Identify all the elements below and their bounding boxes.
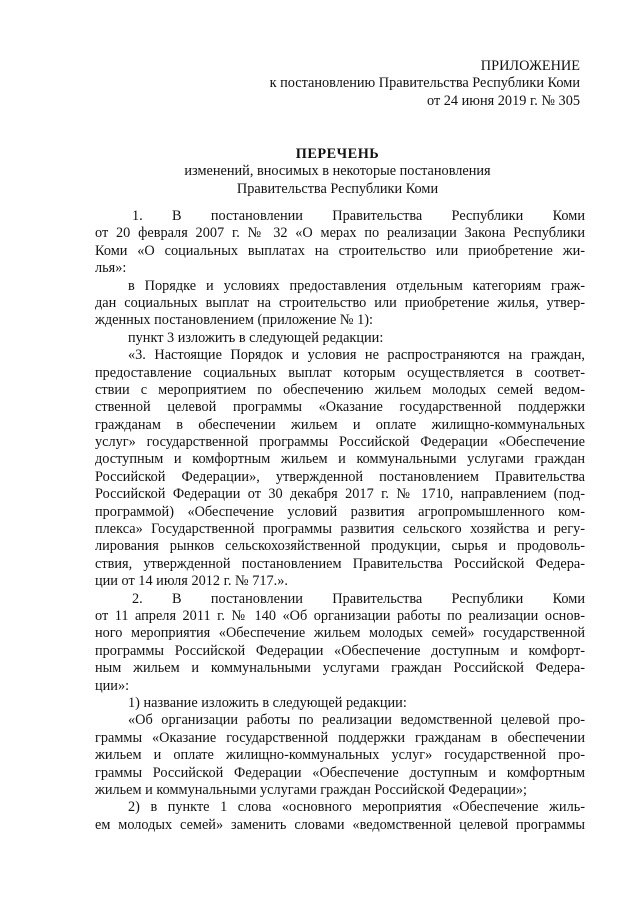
text-line: ствии с мероприятием по обеспечению жильем молодых семей ведом-	[95, 381, 585, 398]
text-line: дан социальных выплат на строительство или приобретение жилья, утвер-	[95, 294, 585, 311]
text-line: ции от 14 июля 2012 г. № 717.».	[95, 573, 288, 590]
text-line: жильем и оплате жилищно-коммунальных услуг» государственной про-	[95, 747, 585, 764]
text-line: Российской Федерации от 30 декабря 2017 г. № 1710, направлением (под-	[95, 486, 585, 503]
text-line: «3. Настоящие Порядок и условия не распространяются на граждан,	[128, 347, 585, 364]
document-subtitle-2: Правительства Республики Коми	[236, 180, 439, 197]
text-line: жильем и коммунальными услугами граждан Российской Федерации»;	[95, 781, 528, 798]
text-line: от 11 апреля 2011 г. № 140 «Об организации работы по реализации основ-	[95, 607, 585, 624]
text-line: жденных постановлением (приложение № 1):	[95, 312, 374, 329]
text-line: услуг» государственной программы Российской Федерации «Обеспечение	[95, 434, 585, 451]
appendix-header	[270, 58, 580, 110]
text-line: ствия, утвержденной постановлением Правительства Российской Федера-	[95, 555, 585, 572]
text-line: граммы Российской Федерации «Обеспечение доступным и комфортным	[95, 764, 585, 781]
text-line: Коми «О социальных выплатах на строительство или приобретение жи-	[95, 242, 585, 259]
text-line: ственной целевой программы «Оказание государственной поддержки	[95, 399, 585, 416]
text-line: пункт 3 изложить в следующей редакции:	[128, 329, 384, 346]
text-line: Российской Федерации», утвержденной постановлением Правительства	[95, 468, 585, 485]
text-line: лья»:	[95, 260, 127, 277]
text-line: от 20 февраля 2007 г. № 32 «О мерах по реализации Закона Республики	[95, 225, 585, 242]
appendix-date: от 24 июня 2019 г. № 305	[426, 92, 580, 109]
text-line: ным жильем и коммунальными услугами граждан Российской Федера-	[95, 660, 585, 677]
text-line: программы Российской Федерации «Обеспечение доступным и комфорт-	[95, 642, 585, 659]
text-line: 2. В постановлении Правительства Республики Коми	[132, 590, 585, 607]
text-line: в Порядке и условиях предоставления отдельным категориям граж-	[128, 277, 585, 294]
text-line: предоставление социальных выплат которым осуществляется в соответ-	[95, 364, 585, 381]
text-line: ного мероприятия «Обеспечение жильем молодых семей» государственной	[95, 625, 585, 642]
document-title-block	[95, 146, 580, 198]
text-line: плекса» Государственной программы развития сельского хозяйства и регу-	[95, 521, 585, 538]
text-line: «Об организации работы по реализации ведомственной целевой про-	[128, 712, 585, 729]
text-line: ции»:	[95, 677, 130, 694]
text-line: лирования рынков сельскохозяйственной продукции, сырья и продоволь-	[95, 538, 585, 555]
text-line: программой) «Обеспечение условий развития агропромышленного ком-	[95, 503, 585, 520]
text-line: 2) в пункте 1 слова «основного мероприятия «Обеспечение жиль-	[128, 799, 585, 816]
document-body	[95, 208, 585, 834]
document-title: ПЕРЕЧЕНЬ	[295, 146, 380, 162]
text-line: гражданам в обеспечении жильем и оплате жилищно-коммунальных	[95, 416, 585, 433]
text-line: граммы «Оказание государственной поддержки гражданам в обеспечении	[95, 729, 585, 746]
appendix-label: ПРИЛОЖЕНИЕ	[480, 58, 580, 74]
appendix-decree-ref: к постановлению Правительства Республики Коми	[269, 75, 580, 92]
text-line: 1) название изложить в следующей редакции:	[128, 694, 407, 711]
document-subtitle-1: изменений, вносимых в некоторые постановления	[184, 163, 491, 180]
text-line: ем молодых семей» заменить словами «ведомственной целевой программы	[95, 816, 585, 833]
text-line: 1. В постановлении Правительства Республики Коми	[132, 208, 585, 224]
text-line: доступным и комфортным жильем и коммунальными услугами граждан	[95, 451, 585, 468]
